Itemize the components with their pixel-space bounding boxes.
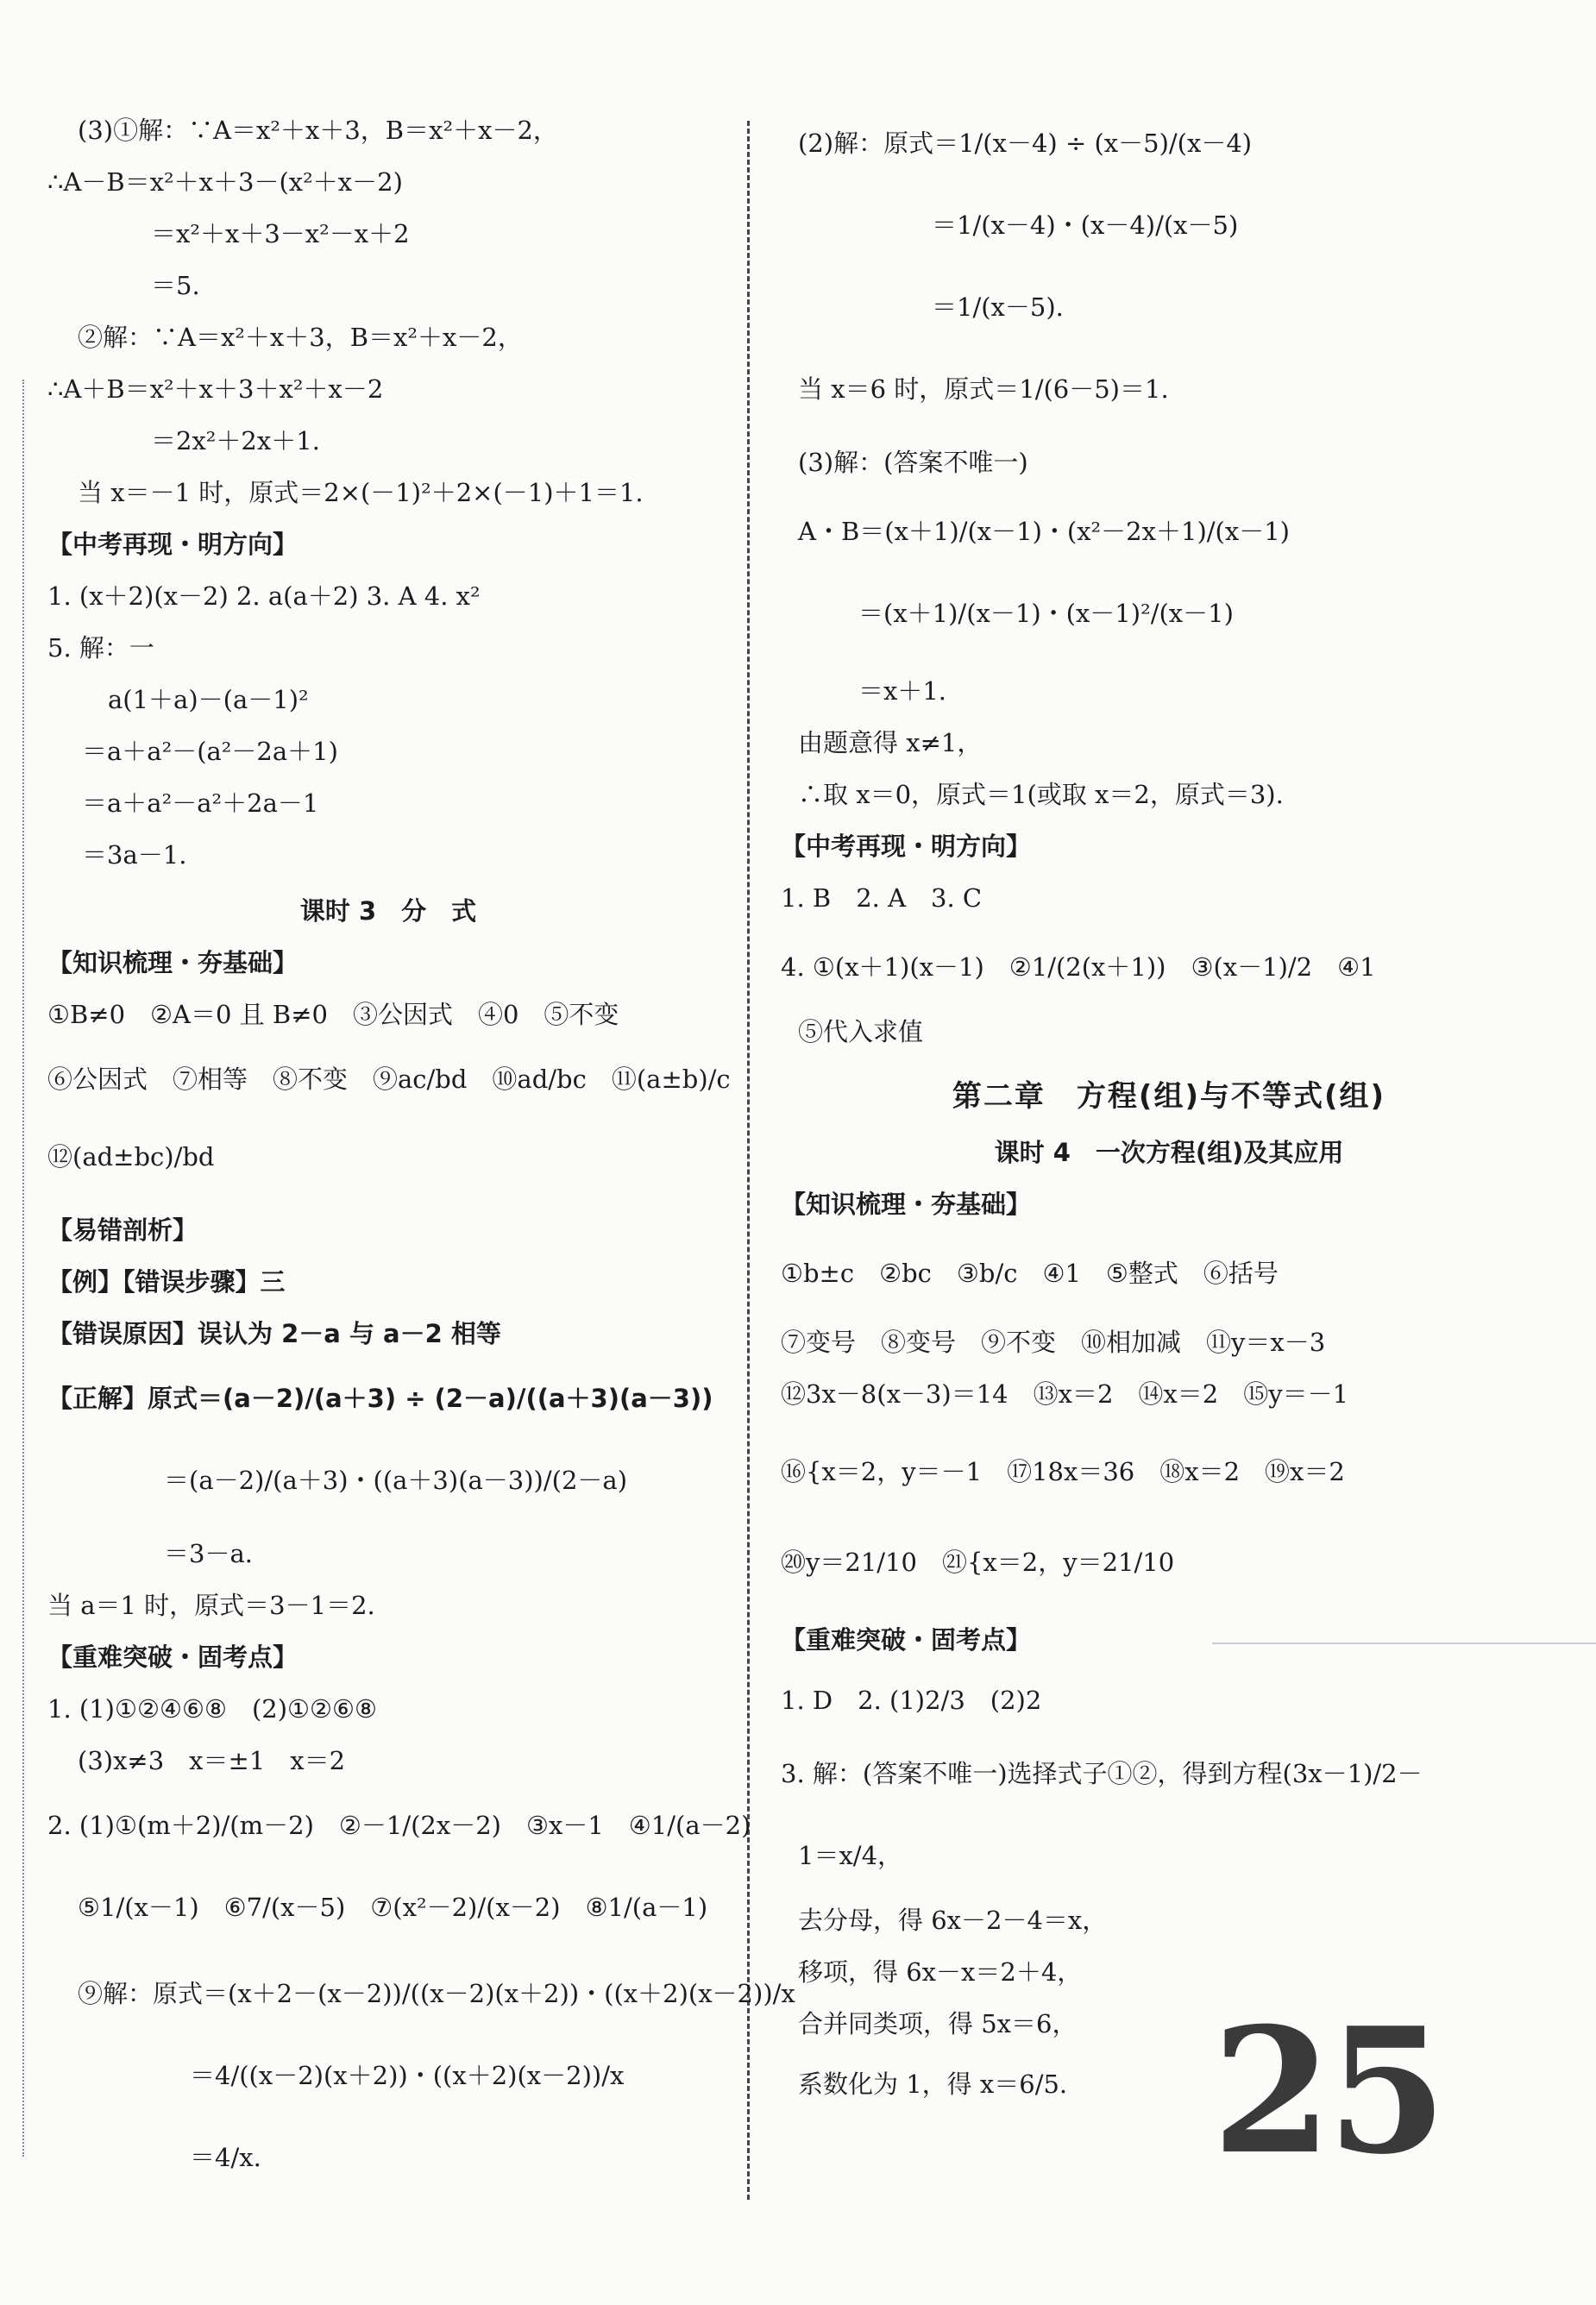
left-line-32: ⑤1/(x－1) ⑥7/(x－5) ⑦(x²－2)/(x－2) ⑧1/(a－1) [78,1893,708,1922]
right-line-19: ⑦变号 ⑧变号 ⑨不变 ⑩相加减 ⑪y＝x－3 [781,1328,1326,1357]
left-line-31: 2. (1)①(m＋2)/(m－2) ②－1/(2x－2) ③x－1 ④1/(a－2) [47,1811,751,1840]
left-line-29: 1. (1)①②④⑥⑧ (2)①②⑥⑧ [47,1694,378,1724]
left-line-15: ＝3a－1. [82,840,187,870]
right-line-17: 【知识梳理・夯基础】 [781,1190,1032,1219]
faint-rule [1212,1642,1596,1644]
left-line-8: 当 x＝－1 时，原式＝2×(－1)²＋2×(－1)＋1＝1. [78,478,644,507]
left-line-12: a(1＋a)－(a－1)² [108,685,309,714]
left-line-26: ＝3－a. [164,1539,253,1568]
left-line-24: 【正解】原式＝(a－2)/(a＋3) ÷ (2－a)/((a＋3)(a－3)) [47,1384,713,1413]
left-line-3: ＝x²＋x＋3－x²－x＋2 [151,219,410,248]
right-line-13: 4. ①(x＋1)(x－1) ②1/(2(x＋1)) ③(x－1)/2 ④1 [781,952,1376,982]
left-line-13: ＝a＋a²－(a²－2a＋1) [82,737,338,766]
right-line-25: 3. 解：(答案不唯一)选择式子①②，得到方程(3x－1)/2－ [781,1759,1423,1788]
right-line-29: 合并同类项，得 5x＝6， [798,2009,1078,2038]
left-line-33: ⑨解：原式＝(x＋2－(x－2))/((x－2)(x＋2))・((x＋2)(x－2))/x [78,1979,795,2008]
left-line-2: ∴A－B＝x²＋x＋3－(x²＋x－2) [47,167,403,197]
right-line-27: 去分母，得 6x－2－4＝x， [798,1906,1108,1935]
left-line-22: 【例】【错误步骤】三 [47,1267,286,1297]
right-line-26: 1＝x/4， [798,1841,903,1870]
right-line-23: 【重难突破・固考点】 [781,1625,1032,1655]
left-line-20: ⑫(ad±bc)/bd [47,1142,215,1171]
left-line-7: ＝2x²＋2x＋1. [151,426,320,455]
right-line-20: ⑫3x－8(x－3)＝14 ⑬x＝2 ⑭x＝2 ⑮y＝－1 [781,1379,1349,1409]
right-line-18: ①b±c ②bc ③b/c ④1 ⑤整式 ⑥括号 [781,1259,1279,1288]
right-line-14: ⑤代入求值 [798,1017,924,1046]
right-line-16: 课时 4 一次方程(组)及其应用 [994,1138,1344,1167]
left-line-18: ①B≠0 ②A＝0 且 B≠0 ③公因式 ④0 ⑤不变 [47,1000,619,1029]
left-line-19: ⑥公因式 ⑦相等 ⑧不变 ⑨ac/bd ⑩ad/bc ⑪(a±b)/c [47,1065,731,1094]
left-line-27: 当 a＝1 时，原式＝3－1＝2. [47,1591,375,1620]
right-line-10: ∴取 x＝0，原式＝1(或取 x＝2，原式＝3). [798,780,1284,809]
left-line-17: 【知识梳理・夯基础】 [47,948,298,977]
left-line-23: 【错误原因】误认为 2－a 与 a－2 相等 [47,1319,501,1348]
left-line-14: ＝a＋a²－a²＋2a－1 [82,788,319,818]
left-line-10: 1. (x＋2)(x－2) 2. a(a＋2) 3. A 4. x² [47,581,481,611]
right-line-11: 【中考再现・明方向】 [781,832,1032,861]
right-line-4: 当 x＝6 时，原式＝1/(6－5)＝1. [798,374,1169,404]
right-line-9: 由题意得 x≠1， [798,728,983,757]
left-line-4: ＝5. [151,271,200,300]
left-line-5: ②解：∵A＝x²＋x＋3，B＝x²＋x－2， [78,323,523,352]
left-line-34: ＝4/((x－2)(x＋2))・((x＋2)(x－2))/x [190,2061,625,2090]
right-line-30: 系数化为 1，得 x＝6/5. [798,2069,1068,2099]
right-line-24: 1. D 2. (1)2/3 (2)2 [781,1686,1042,1715]
right-line-28: 移项，得 6x－x＝2＋4， [798,1957,1083,1987]
right-line-12: 1. B 2. A 3. C [781,883,983,913]
left-line-1: (3)①解：∵A＝x²＋x＋3，B＝x²＋x－2， [78,116,558,145]
binding-margin-line [22,380,24,2157]
left-line-21: 【易错剖析】 [47,1215,198,1245]
page-number: 25 [1212,1990,1442,2193]
left-line-30: (3)x≠3 x＝±1 x＝2 [78,1746,346,1775]
right-line-5: (3)解：(答案不唯一) [798,448,1028,477]
right-line-15: 第二章 方程(组)与不等式(组) [952,1079,1386,1114]
left-line-28: 【重难突破・固考点】 [47,1642,298,1672]
right-line-6: A・B＝(x＋1)/(x－1)・(x²－2x＋1)/(x－1) [798,517,1290,546]
right-line-2: ＝1/(x－4)・(x－4)/(x－5) [932,210,1239,240]
right-line-7: ＝(x＋1)/(x－1)・(x－1)²/(x－1) [858,599,1234,628]
left-line-11: 5. 解：一 [47,633,154,663]
right-line-1: (2)解：原式＝1/(x－4) ÷ (x－5)/(x－4) [798,129,1253,158]
right-line-22: ⑳y＝21/10 ㉑{x＝2，y＝21/10 [781,1548,1175,1577]
left-line-25: ＝(a－2)/(a＋3)・((a＋3)(a－3))/(2－a) [164,1466,628,1495]
left-line-16: 课时 3 分 式 [299,896,477,926]
right-line-8: ＝x＋1. [858,676,947,706]
right-line-3: ＝1/(x－5). [932,292,1064,322]
right-line-21: ⑯{x＝2，y＝－1 ⑰18x＝36 ⑱x＝2 ⑲x＝2 [781,1457,1345,1486]
left-line-35: ＝4/x. [190,2143,261,2172]
left-line-6: ∴A＋B＝x²＋x＋3＋x²＋x－2 [47,374,384,404]
left-line-9: 【中考再现・明方向】 [47,530,298,559]
column-divider [747,121,750,2200]
